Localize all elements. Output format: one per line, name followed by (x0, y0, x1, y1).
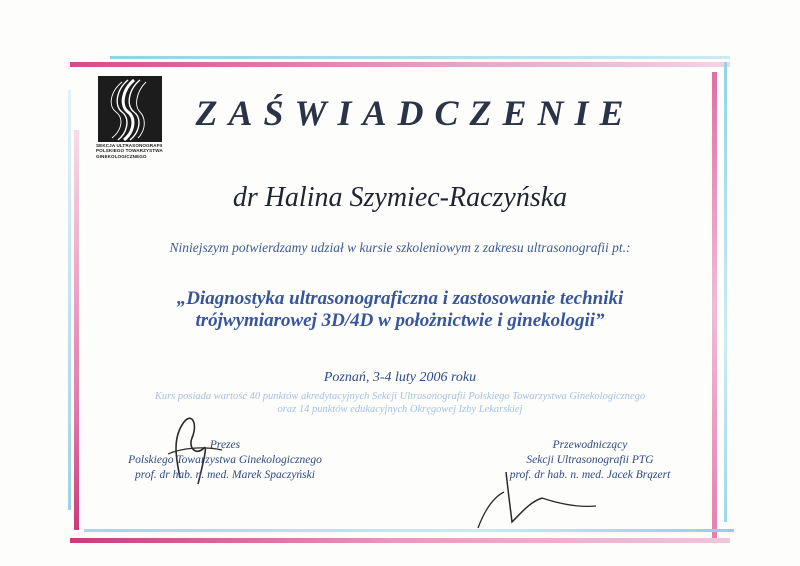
course-title-line: „Diagnostyka ultrasonograficzna i zastosowanie techniki (176, 288, 624, 309)
points-line: Kurs posiada wartość 40 punktów akredytacyjnych Sekcji Ultrasonografii Polskiego Towarzystwa Ginekologicznego (154, 391, 646, 402)
border-right-blue (724, 62, 727, 522)
border-bottom-pink (70, 538, 730, 543)
signatory-organization: Sekcji Ultrasonografii PTG (526, 454, 654, 466)
logo-caption-line: GINEKOLOGICZNEGO (96, 153, 147, 159)
course-title (110, 288, 690, 332)
intro-text: Niniejszym potwierdzamy udział w kursie szkoleniowym z zakresu ultrasonografii pt.: (169, 240, 631, 255)
signature-block-president (90, 438, 360, 483)
course-title-line: trójwymiarowej 3D/4D w położnictwie i ginekologii” (195, 310, 605, 331)
points-line: oraz 14 punktów edukacyjnych Okręgowej Izby Lekarskiej (277, 404, 523, 415)
border-top-blue (110, 56, 730, 59)
signature-block-chairman (470, 438, 710, 483)
recipient-name: dr Halina Szymiec-Raczyńska (232, 182, 568, 213)
border-right-pink (712, 72, 717, 542)
signatory-name: prof. dr hab. n. med. Jacek Brązert (509, 469, 671, 481)
place-and-date: Poznań, 3-4 luty 2006 roku (323, 370, 477, 385)
signatory-role: Przewodniczący (552, 439, 628, 451)
logo-caption-line: SEKCJA ULTRASONOGRAFII (96, 143, 163, 148)
border-left-blue (68, 90, 71, 510)
signatory-name: prof. dr hab. n. med. Marek Spaczyński (135, 469, 315, 481)
border-left-pink (74, 130, 79, 530)
logo-caption (96, 143, 168, 159)
signatory-organization: Polskiego Towarzystwa Ginekologicznego (128, 454, 322, 466)
society-logo-icon (98, 76, 162, 142)
certificate-title: ZAŚWIADCZENIE (195, 93, 635, 133)
signatory-role: Prezes (209, 439, 241, 451)
border-top-pink (70, 62, 730, 67)
logo-caption-line: POLSKIEGO TOWARZYSTWA (96, 148, 163, 154)
